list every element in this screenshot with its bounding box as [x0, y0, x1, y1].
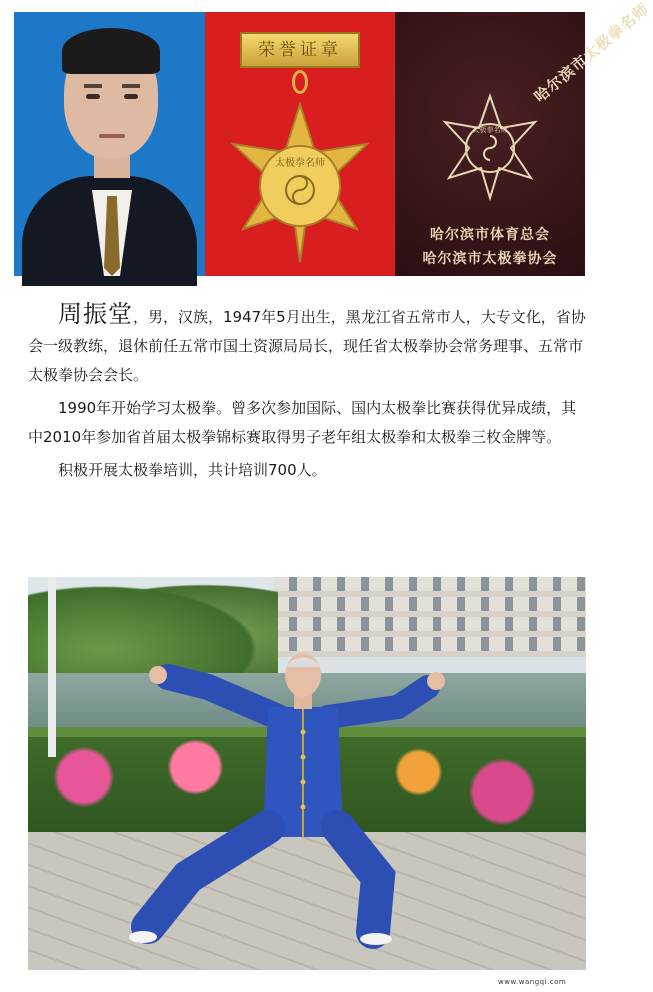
portrait-eye-right: [124, 94, 138, 99]
site-credit: www.wangqi.com: [498, 978, 567, 986]
scene-building-floors: [273, 577, 586, 657]
plaque-emblem-icon: [435, 92, 545, 202]
plaque-emblem-text: 太极拳名师: [472, 126, 508, 134]
photo-row: [14, 0, 653, 276]
portrait-brow-right: [122, 84, 140, 88]
bio-paragraph-1: [28, 300, 588, 390]
portrait-photo: [14, 12, 205, 276]
person-name: 周振堂: [58, 300, 133, 328]
medal-ring: [292, 70, 308, 94]
plaque-line-1: 哈尔滨市体育总会: [430, 227, 550, 243]
portrait-mouth: [99, 134, 125, 138]
plaque-title: 哈尔滨市太极拳名师: [530, 0, 653, 107]
medal-star-icon: [227, 104, 373, 262]
bio-paragraph-3: 积极开展太极拳培训，共计培训700人。: [58, 461, 327, 479]
taichi-action-photo: [28, 577, 586, 970]
medal-photo: [205, 12, 395, 276]
medal-bar: 荣誉证章: [240, 32, 360, 68]
plaque-line-2: 哈尔滨市太极拳协会: [422, 251, 558, 267]
scene-lamp-pole: [48, 577, 56, 757]
portrait-hair: [62, 28, 160, 74]
plaque-photo: [395, 0, 653, 276]
portrait-eye-left: [86, 94, 100, 99]
bio-paragraph-1-text: ，男，汉族，1947年5月出生，黑龙江省五常市人，大专文化，省协会一级教练，退休前任五常市国土资源局局长，现任省太极拳协会常务理事、五常市太极拳协会会长。: [28, 308, 586, 384]
portrait-brow-left: [84, 84, 102, 88]
biography: [28, 300, 588, 489]
bio-paragraph-2: 1990年开始学习太极拳。曾多次参加国际、国内太极拳比赛获得优异成绩，其中2010年参加省首届太极拳锦标赛取得男子老年组太极拳和太极拳三枚金牌等。: [28, 399, 577, 446]
taichi-figure: [128, 647, 458, 947]
medal-center-text: 太极拳名师: [275, 158, 325, 169]
